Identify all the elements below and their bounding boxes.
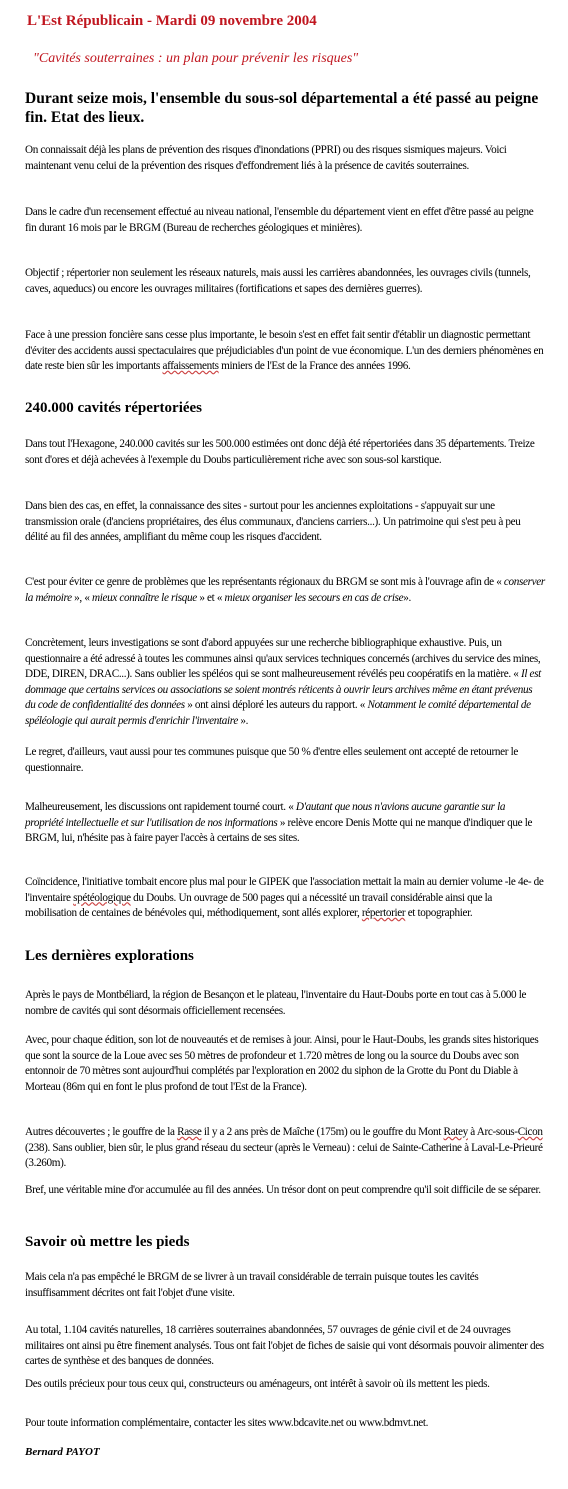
article-headline: "Cavités souterraines : un plan pour prévenir les risques" <box>33 51 359 66</box>
text-run: du Doubs. Un ouvrage de 500 pages qui a nécessité un travail considérable ainsi que la mobilisation de centaines de bénévoles qui, méthodiquement, sont allés explorer, <box>25 891 493 919</box>
paragraph <box>25 328 545 375</box>
paragraph <box>25 1125 545 1172</box>
quote: mieux connaître le risque <box>92 591 197 604</box>
text-run-underlined: Rasse <box>177 1126 202 1138</box>
paragraph: Mais cela n'a pas empêché le BRGM de se livrer à un travail considérable de terrain puisque toutes les cavités insuffisamment décrites ont fait l'objet d'une visite. <box>25 1271 479 1299</box>
text-run: » ont ainsi déploré les auteurs du rapport. « <box>184 699 368 711</box>
text-run: » et « <box>196 591 225 604</box>
quote: mieux organiser les secours en cas de crise <box>224 591 404 604</box>
section-heading: 240.000 cavités répertoriées <box>25 400 203 416</box>
section-heading: Les dernières explorations <box>25 948 194 964</box>
quote: Il est dommage que certains services ou associations se soient montrés réticents à ouvrir leurs archives même en étant prévenus du code de confidentialité des données <box>25 668 541 711</box>
text-run-underlined: affaissements <box>162 360 219 372</box>
paragraph: Objectif ; répertorier non seulement les réseaux naturels, mais aussi les carrières abandonnées, les ouvrages civils (tunnels, caves, aqueducs) ou encore les ouvrages militaires (fortifications et sapes des dernières guerres). <box>25 267 531 295</box>
quote: conserver la mémoire <box>25 576 545 604</box>
paragraph: Avec, pour chaque édition, son lot de nouveautés et de remises à jour. Ainsi, pour le Haut-Doubs, les grands sites historiques que sont la source de la Loue avec ses 50 mètres de profondeur et 1.720 mètres de long ou la source du Doubs avec son entonnoir de 70 mètres sont aujourd'hui complétés par l'exploration en 2002 du siphon de la Grotte du Pont du Diable à Morteau (86m qui en font le plus profond de tout l'Est de la France). <box>25 1034 539 1093</box>
text-run-underlined: spétéologique <box>73 891 131 904</box>
paragraph: Au total, 1.104 cavités naturelles, 18 carrières souterraines abandonnées, 57 ouvrages de génie civil et de 24 ouvrages militaires ont ainsi pu être finement analysés. Tous ont fait l'objet de fiches de saisie qui vont désormais pouvoir alimenter des cartes de synthèse et des banques de données. <box>25 1324 544 1367</box>
text-run: miniers de l'Est de la France des années 1996. <box>218 360 411 372</box>
paragraph: Après le pays de Montbéliard, la région de Besançon et le plateau, l'inventaire du Haut-Doubs porte en tout cas à 5.000 le nombre de cavités qui sont désormais officiellement recensées. <box>25 989 527 1017</box>
text-run: Autres découvertes ; le gouffre de la <box>25 1126 178 1138</box>
paragraph: Le regret, d'ailleurs, vaut aussi pour tes communes puisque que 50 % d'entre elles seulement ont accepté de retourner le questionnaire. <box>25 746 518 774</box>
text-run: et topographier. <box>405 907 473 919</box>
text-run: il y a 2 ans près de Maîche (175m) ou le gouffre du Mont <box>201 1126 444 1138</box>
text-run: Malheureusement, les discussions ont rapidement tourné court. « <box>25 801 296 813</box>
text-run: Concrètement, leurs investigations se sont d'abord appuyées sur une recherche bibliographique exhaustive. Puis, un questionnaire a été adressé à toutes les communes ainsi qu'aux services techniques concernés (archives du service des mines, DDE, DIREN, DRAC...). Sans oublier les spéléos qui se sont malheureusement révélés peu coopératifs en la matière. « <box>25 637 541 680</box>
quote: D'autant que nous n'avions aucune garantie sur la propriété intellectuelle et sur l'utilisation de nos informations <box>25 801 506 829</box>
text-run: Face à une pression foncière sans cesse plus importante, le besoin s'est en effet fait sentir d'établir un diagnostic permettant d'éviter des accidents aussi spectaculaires que préjudiciables d'un point de vue économique. L'un des derniers phénomènes en date reste bien sûr les importants <box>25 329 544 372</box>
paragraph: Dans tout l'Hexagone, 240.000 cavités sur les 500.000 estimées ont donc déjà été répertoriées dans 35 départements. Treize sont d'ores et déjà achevées à l'exemple du Doubs particulièrement riche avec son sous-sol karstique. <box>25 438 535 466</box>
masthead: L'Est Républicain - Mardi 09 novembre 2004 <box>27 13 317 29</box>
paragraph <box>25 575 545 606</box>
text-run: Coïncidence, l'initiative tombait encore plus mal pour le GIPEK que l'association mettait la main au dernier volume -le 4e- de l'inventaire <box>25 876 544 904</box>
text-run: », « <box>71 591 93 604</box>
text-run-underlined: répertorier <box>361 907 406 919</box>
text-run: (238). Sans oublier, bien sûr, le plus grand réseau du secteur (après le Verneau) : celui de Sainte-Catherine à Laval-Le-Prieuré (3.260m). <box>25 1141 543 1169</box>
lead-paragraph: Durant seize mois, l'ensemble du sous-sol départemental a été passé au peigne fin. Etat des lieux. <box>25 90 539 126</box>
author-signature: Bernard PAYOT <box>25 1446 100 1458</box>
paragraph: On connaissait déjà les plans de prévention des risques d'inondations (PPRI) ou des risques sismiques majeurs. Voici maintenant venu celui de la prévention des risques d'effondrement liés à la présence de cavités souterraines. <box>25 144 507 172</box>
paragraph <box>25 636 545 729</box>
quote: Notamment le comité départemental de spéléologie qui aurait permis d'enrichir l'inventaire <box>25 699 531 727</box>
text-run: ». <box>237 714 249 727</box>
text-run-underlined: Cicon <box>517 1126 543 1138</box>
text-run: » relève encore Denis Motte qui ne manque d'indiquer que le BRGM, lui, n'hésite pas à faire payer l'accès à certains de ses sites. <box>25 816 533 844</box>
paragraph: Dans bien des cas, en effet, la connaissance des sites - surtout pour les anciennes exploitations - s'appuyait sur une transmission orale (d'anciens propriétaires, des élus communaux, d'anciens carriers...). Un patrimoine qui s'est peu à peu délité au fil des années, amplifiant du même coup les risques d'accident. <box>25 500 521 543</box>
paragraph: Dans le cadre d'un recensement effectué au niveau national, l'ensemble du département vient en effet d'être passé au peigne fin durant 16 mois par le BRGM (Bureau de recherches géologiques et minières). <box>25 206 534 234</box>
paragraph: Bref, une véritable mine d'or accumulée au fil des années. Un trésor dont on peut comprendre qu'il soit difficile de se séparer. <box>25 1184 541 1196</box>
paragraph: Des outils précieux pour tous ceux qui, constructeurs ou aménageurs, ont intérêt à savoir où ils mettent les pieds. <box>25 1378 490 1390</box>
paragraph <box>25 875 545 922</box>
paragraph <box>25 800 545 847</box>
text-run-underlined: Ratey <box>443 1126 468 1138</box>
section-heading: Savoir où mettre les pieds <box>25 1234 190 1250</box>
text-run: C'est pour éviter ce genre de problèmes que les représentants régionaux du BRGM se sont mis à l'ouvrage afin de « <box>25 576 504 588</box>
text-run: à Arc-sous- <box>467 1126 518 1138</box>
paragraph: Pour toute information complémentaire, contacter les sites www.bdcavite.net ou www.bdmvt.net. <box>25 1417 429 1429</box>
text-run: ». <box>403 591 411 604</box>
